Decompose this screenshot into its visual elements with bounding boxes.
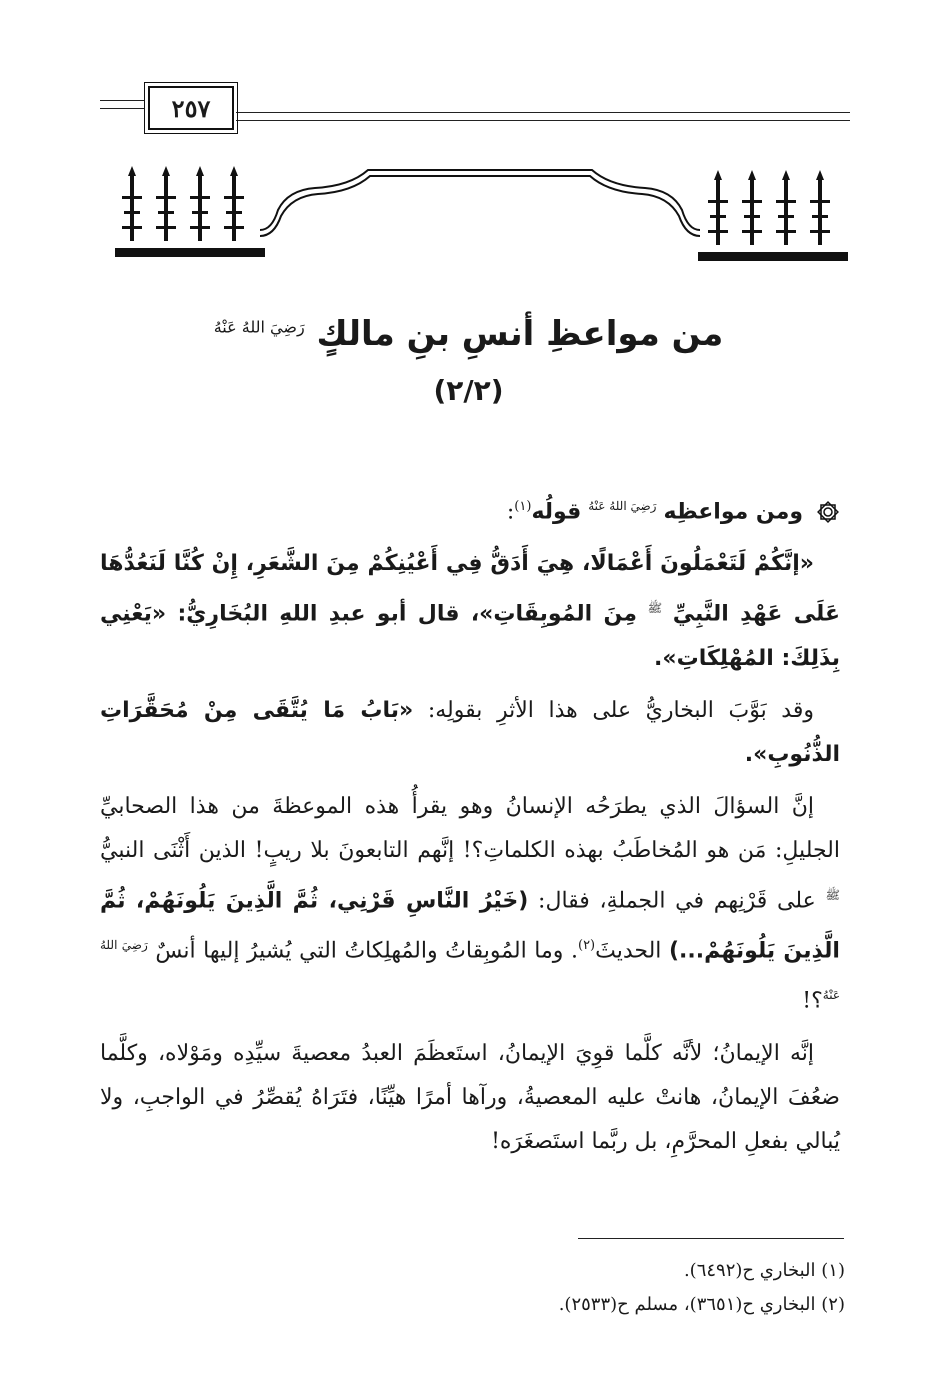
page-title: [100, 314, 837, 354]
header-rule-right: [236, 112, 850, 113]
footnote-ref-1[interactable]: (١): [514, 499, 532, 514]
p3-bab: «بَابُ مَا يُتَّقَى مِنْ مُحَقَّرَاتِ الذُّنُوبِ».: [100, 697, 840, 767]
p1-colon: :: [506, 499, 515, 525]
p4-text1: إنَّ السؤالَ الذي يطرَحُه الإنسانُ وهو يقرأُ هذه الموعظةَ من هذا الصحابيِّ الجليلِ: مَن هو المُخاطَبُ بهذه الكلماتِ؟! إنَّهم التابعونَ بلا ريبٍ! الذين أَثْنَى النبيُّ: [100, 793, 840, 863]
p4-text2: على قَرْنِهم في الجملةِ، فقال:: [538, 887, 816, 913]
paragraph-5: [100, 1032, 840, 1164]
footnote-1: [100, 1254, 845, 1288]
paragraph-2: [100, 542, 840, 680]
p4-text5: ؟!: [802, 988, 823, 1014]
p2-saw: ﷺ: [647, 601, 663, 616]
ornament-frame-icon: [110, 160, 850, 270]
footnote-2-text: البخاري ح(٣٦٥١)، مسلم ح(٢٥٣٣).: [558, 1294, 816, 1315]
paragraph-4: [100, 785, 840, 1024]
paragraph-1: [100, 484, 840, 534]
octagram-bullet-icon: [816, 500, 840, 524]
paragraph-3: [100, 689, 840, 777]
footnote-separator: [578, 1238, 844, 1239]
p4-text3: الحديثَ: [595, 938, 662, 964]
title-honorific: رَضِيَ اللهُ عَنْهُ: [213, 317, 305, 337]
p1-honorific: رَضِيَ اللهُ عَنْهُ: [588, 499, 657, 513]
header-rule-right-2: [236, 120, 850, 121]
title-text: من مواعظِ أنسِ بنِ مالكٍ: [316, 314, 724, 354]
footnote-2-num: (٢): [821, 1294, 845, 1315]
body-text: [100, 484, 840, 1172]
p1-lead: ومن مواعظِه: [663, 499, 803, 525]
p4-text4: . وما المُوبِقاتُ والمُهلِكاتُ التي يُشيرُ إليها أنسٌ: [155, 938, 578, 964]
p4-hadith: (خَيْرُ النَّاسِ قَرْنِي، ثُمَّ الَّذِينَ يَلُونَهُمْ، ثُمَّ الَّذِينَ يَلُونَهُمْ...): [100, 887, 840, 964]
footnote-1-text: البخاري ح(٦٤٩٢).: [683, 1260, 816, 1281]
footnote-ref-2[interactable]: (٢): [577, 937, 596, 953]
footnotes: [100, 1254, 845, 1322]
p2-quote-end: مِنَ المُوبِقَاتِ»: [479, 601, 637, 627]
page-subtitle: (٢/٢): [433, 374, 504, 407]
footnote-1-num: (١): [821, 1260, 845, 1281]
p4-honorific: رَضِيَ اللهُ عَنْهُ: [100, 937, 840, 1003]
page-number: ٢٥٧: [148, 86, 234, 130]
footnote-2: [100, 1288, 845, 1322]
p2-rest: ، قال أبو عبدِ اللهِ البُخَارِيُّ: «يَعْنِي بِذَلِكَ: المُهْلِكَاتِ».: [100, 601, 840, 671]
p2-quote: «إنَّكُمْ لَتَعْمَلُونَ أَعْمَالًا، هِيَ أَدَقُّ فِي أَعْيُنِكُمْ مِنَ الشَّعَرِ، إِنْ كُنَّا لَنَعُدُّهَا عَلَى عَهْدِ النَّبِيِّ: [100, 551, 841, 627]
header-rule-left: [100, 100, 144, 101]
p4-saw: ﷺ: [825, 887, 841, 902]
header-rule-left-2: [100, 108, 144, 109]
p1-qawl: قولُه: [531, 499, 582, 525]
p3-text: وقد بَوَّبَ البخاريُّ على هذا الأثرِ بقولِه:: [427, 697, 814, 723]
p5-text: إنَّه الإيمانُ؛ لأنَّه كلَّما قوِيَ الإيمانُ، استَعظَمَ العبدُ معصيةَ سيِّدِه ومَوْلاه، وكلَّما ضعُفَ الإيمانُ، هانتْ عليه المعصيةُ، ورآها أمرًا هيِّنًا، فتَرَاهُ يُقصِّرُ في الواجبِ، ولا يُبالي بفعلِ المحرَّمِ، بل ربَّما استَصغَرَه!: [100, 1040, 840, 1154]
